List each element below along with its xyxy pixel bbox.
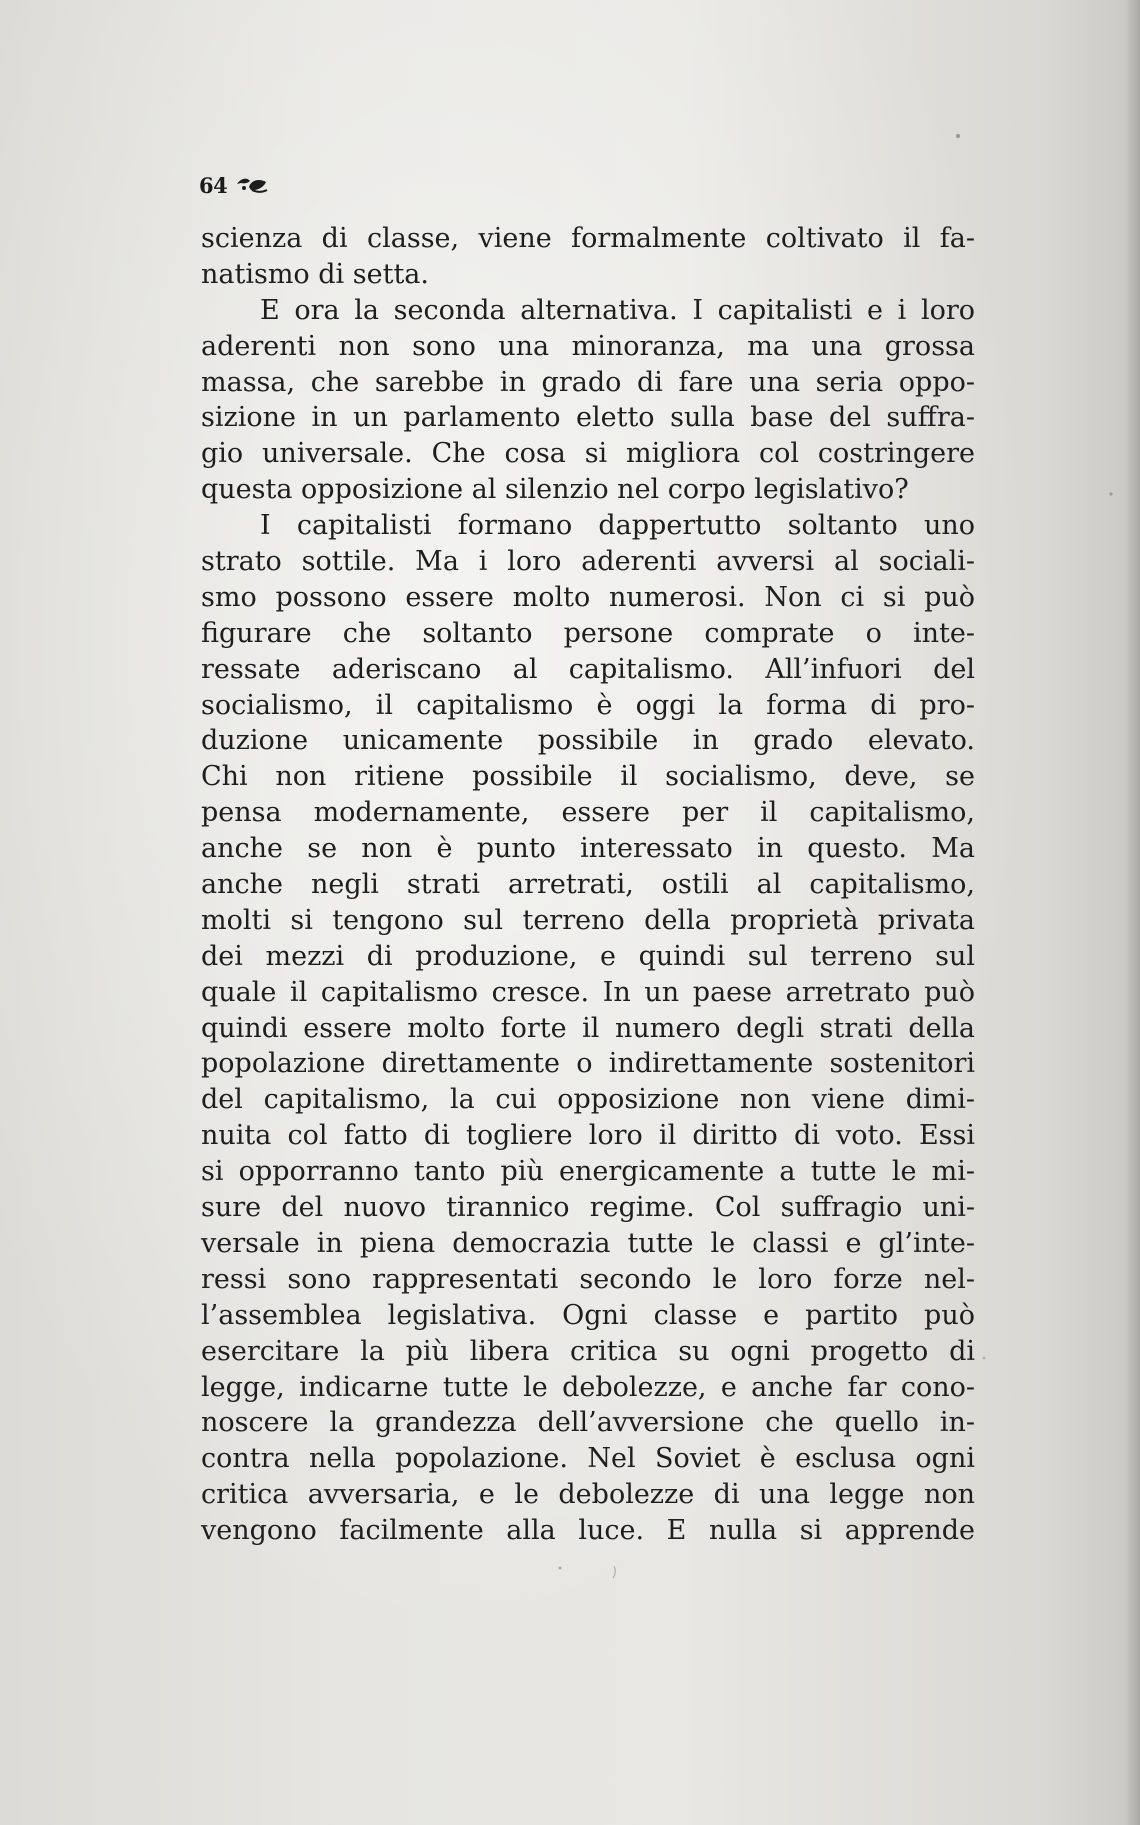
text-line: aderenti non sono una minoranza, ma una grossa (201, 330, 975, 362)
text-line: popolazione direttamente o indirettamente sostenitori (201, 1048, 975, 1080)
page-edge-shadow (1124, 0, 1140, 1825)
text-line: anche negli strati arretrati, ostili al capitalismo, (201, 869, 975, 901)
page-number: 64 (199, 172, 228, 198)
text-line: sure del nuovo tirannico regime. Col suffragio uni- (201, 1192, 975, 1224)
text-line: esercitare la più libera critica su ogni progetto di (201, 1335, 975, 1367)
text-line: smo possono essere molto numerosi. Non ci si può (201, 581, 975, 613)
text-line: quindi essere molto forte il numero degli strati della (201, 1012, 975, 1044)
text-line: natismo di setta. (201, 258, 429, 290)
leaf-ornament-icon (235, 175, 269, 195)
text-line: massa, che sarebbe in grado di fare una seria oppo- (201, 366, 975, 398)
page-header (199, 170, 269, 200)
text-line: I capitalisti formano dappertutto soltanto uno (260, 510, 975, 542)
text-line: l’assemblea legislativa. Ogni classe e partito può (201, 1299, 975, 1331)
text-line: versale in piena democrazia tutte le classi e gl’inte- (201, 1227, 975, 1259)
text-line: ressi sono rappresentati secondo le loro forze nel- (201, 1263, 975, 1295)
text-line: del capitalismo, la cui opposizione non viene dimi- (201, 1084, 975, 1116)
text-line: pensa modernamente, essere per il capitalismo, (201, 797, 975, 829)
text-line: figurare che soltanto persone comprate o inte- (201, 617, 975, 649)
text-line: quale il capitalismo cresce. In un paese arretrato può (201, 976, 975, 1008)
text-line: anche se non è punto interessato in questo. Ma (201, 833, 975, 865)
text-line: questa opposizione al silenzio nel corpo legislativo? (201, 474, 909, 506)
text-line: contra nella popolazione. Nel Soviet è esclusa ogni (201, 1443, 975, 1475)
text-line: legge, indicarne tutte le debolezze, e anche far cono- (201, 1371, 975, 1403)
body-text (201, 221, 975, 1549)
text-line: gio universale. Che cosa si migliora col costringere (201, 438, 975, 470)
text-line: noscere la grandezza dell’avversione che quello in- (201, 1407, 975, 1439)
text-line: ressate aderiscano al capitalismo. All’infuori del (201, 653, 975, 685)
text-line: strato sottile. Ma i loro aderenti avversi al sociali- (201, 546, 975, 578)
text-line: dei mezzi di produzione, e quindi sul terreno sul (201, 940, 975, 972)
text-line: molti si tengono sul terreno della proprietà privata (201, 904, 975, 936)
text-line: sizione in un parlamento eletto sulla base del suffra- (201, 402, 975, 434)
text-line: duzione unicamente possibile in grado elevato. (201, 725, 975, 757)
text-line: nuita col fatto di togliere loro il diritto di voto. Essi (201, 1120, 975, 1152)
text-line: critica avversaria, e le debolezze di una legge non (201, 1479, 975, 1511)
text-line: scienza di classe, viene formalmente coltivato il fa- (201, 223, 975, 254)
text-line: Chi non ritiene possibile il socialismo, deve, se (201, 761, 975, 793)
text-line: si opporranno tanto più energicamente a tutte le mi- (201, 1156, 975, 1188)
text-line: socialismo, il capitalismo è oggi la forma di pro- (201, 689, 975, 721)
text-line: E ora la seconda alternativa. I capitalisti e i loro (260, 294, 975, 326)
text-line: vengono facilmente alla luce. E nulla si apprende (201, 1515, 975, 1547)
